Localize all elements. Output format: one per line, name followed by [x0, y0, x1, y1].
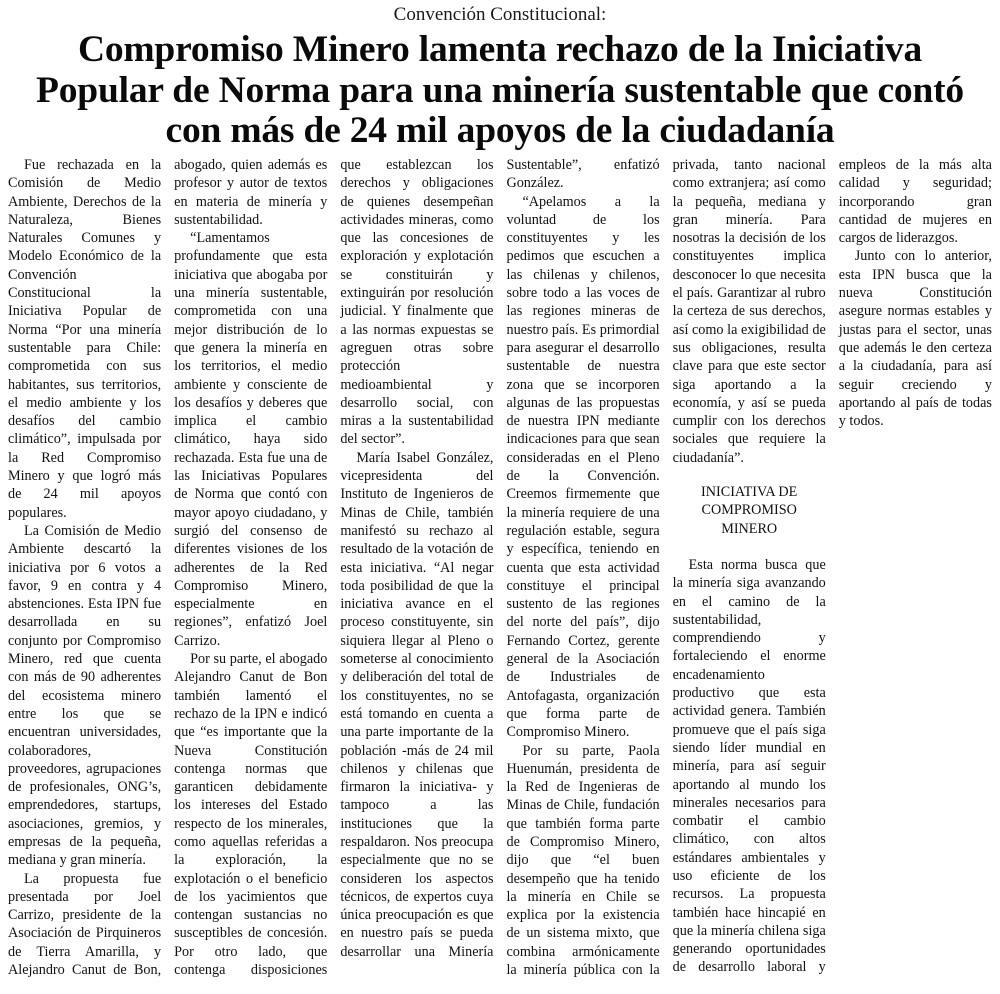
- paragraph: “Apelamos a la voluntad de los constituyentes y les pedimos que escuchen a las chilenas y chilenos, sobre todo a las voces de las regiones mineras de nuestro país. Es primordial para asegurar el desarrollo sustentable de nuestra zona que se incorporen algunas de las propuestas de nuestra IPN mediante indicaciones para que sean consideradas en el Pleno de la Convención. Creemos firmemente que la minería requiere de una regulación estable, segura y específica, teniendo en cuenta que esta actividad constituye el principal sustento de las regiones del norte del país”, dijo Fernando Cortez, gerente general de la Asociación de Industriales de Antofagasta, organización que forma parte de Compromiso Minero.: [506, 193, 660, 741]
- paragraph: La Comisión de Medio Ambiente descartó la iniciativa por 6 votos a favor, 9 en contra y 4 abstenciones. Esta IPN fue desarrollada en su conjunto por Compromiso Minero, red que cuenta con más de 90 adherentes del ecosistema minero entre los que se encuentran universidades, colaboradores, proveedores, agrupaciones de profesionales, ONG’s, emprendedores, startups, asociaciones, gremios, y empresas de la pequeña, mediana y gran minería.: [8, 522, 162, 869]
- paragraph: Por su parte, el abogado Alejandro Canut de Bon también lamentó el rechazo de la IPN e indicó que “es importante que la Nueva Constitución contenga normas que garanticen debidamente los intereses del Estado respecto de los minerales, como aquellas referidas a la exploración, la explotación o el beneficio de los yacimientos que contengan sustancias no susceptibles de concesión. Por otro lado, que contenga disposiciones que establezcan los derechos y obligaciones de quienes desempeñan actividades mineras, como que las concesiones de exploración y explotación se constituirán y extinguirán por resolución judicial. Y finalmente que a las normas expuestas se agreguen otras sobre protección medioambiental y desarrollo social, con miras a la sustentabilidad del sector”.: [174, 157, 494, 979]
- kicker: Convención Constitucional:: [393, 4, 607, 25]
- article-body: [8, 156, 992, 990]
- paragraph: “Lamentamos profundamente que esta iniciativa que abogaba por una minería sustentable, comprometida con una mejor distribución de lo que genera la minería en los territorios, el medio ambiente y consciente de los desafíos y deberes que implica el cambio climático, haya sido rechazada. Esta fue una de las Iniciativas Populares de Norma que contó con mayor apoyo ciudadano, y surgió del consenso de diferentes visiones de los adherentes de la Red Compromiso Minero, especialmente en regiones”, enfatizó Joel Carrizo.: [174, 230, 328, 649]
- headline: Compromiso Minero lamenta rechazo de la Iniciativa Popular de Norma para una minería sustentable que contó con más de 24 mil apoyos de la ciudadanía: [36, 29, 964, 151]
- paragraph: Por su parte, Paola Huenumán, presidenta de la Red de Ingenieras de Minas de Chile, fundación que también forma parte de Compromiso Minero, dijo que “el buen desempeño que ha tenido la minería en Chile se explica por la existencia de un sistema mixto, que combina armónicamente la minería pública con la privada, tanto nacional como extranjera; así como la pequeña, mediana y gran minería. Para nosotras la decisión de los constituyentes implica desconocer lo que necesita el país. Garantizar al rubro la certeza de sus derechos, así como la exigibilidad de sus obligaciones, resulta clave para que este sector siga aportando a la economía, y así se pueda cumplir con los derechos sociales que requiere la ciudadanía”.: [506, 157, 826, 979]
- section-subhead: INICIATIVA DE COMPROMISO MINERO: [701, 484, 798, 537]
- paragraph: María Isabel González, vicepresidenta del Instituto de Ingenieros de Minas de Chile, también manifestó su rechazo al resultado de la votación de esta iniciativa. “Al negar toda posibilidad de que la iniciativa avance en el proceso constituyente, sin siquiera llegar al Pleno o someterse al conocimiento y deliberación del total de los constituyentes, no se está tomando en cuenta a una parte importante de la población -más de 24 mil chilenos y chilenas que firmaron la iniciativa- y tampoco a las instituciones que la respaldaron. Nos preocupa especialmente que no se consideren los aspectos técnicos, de expertos cuya única preocupación es que en nuestro país se pueda desarrollar una Minería Sustentable”, enfatizó González.: [340, 157, 660, 960]
- paragraph: Fue rechazada en la Comisión de Medio Ambiente, Derechos de la Naturaleza, Bienes Naturales Comunes y Modelo Económico de la Convención Constitucional la Iniciativa Popular de Norma “Por una minería sustentable para Chile: comprometida con sus habitantes, sus territorios, el medio ambiente y los desafíos del cambio climático”, impulsada por la Red Compromiso Minero y que logró más de 24 mil apoyos populares.: [8, 157, 162, 521]
- paragraph: La propuesta fue presentada por Joel Carrizo, presidente de la Asociación de Pirquineros de Tierra Amarilla, y Alejandro Canut de Bon, abogado, quien además es profesor y autor de textos en materia de minería y sustentabilidad.: [8, 157, 328, 979]
- paragraph: Junto con lo anterior, esta IPN busca que la nueva Constitución asegure normas estables y justas para el sector, unas que además le den certeza a la ciudadanía, para así seguir creciendo y aportando al país de todas y todos.: [838, 248, 992, 430]
- paragraph: Esta norma busca que la minería siga avanzando en el camino de la sustentabilidad, comprendiendo y fortaleciendo el enorme encadenamiento productivo que esta actividad genera. También promueve que el país siga siendo líder mundial en minería, para así seguir aportando al mundo los minerales necesarios para combatir el cambio climático, con altos estándares ambientales y uso eficiente de los recursos. La propuesta también hace hincapié en que la minería chilena siga generando oportunidades de desarrollo laboral y empleos de la más alta calidad y seguridad; incorporando gran cantidad de mujeres en cargos de liderazgos.: [672, 157, 992, 976]
